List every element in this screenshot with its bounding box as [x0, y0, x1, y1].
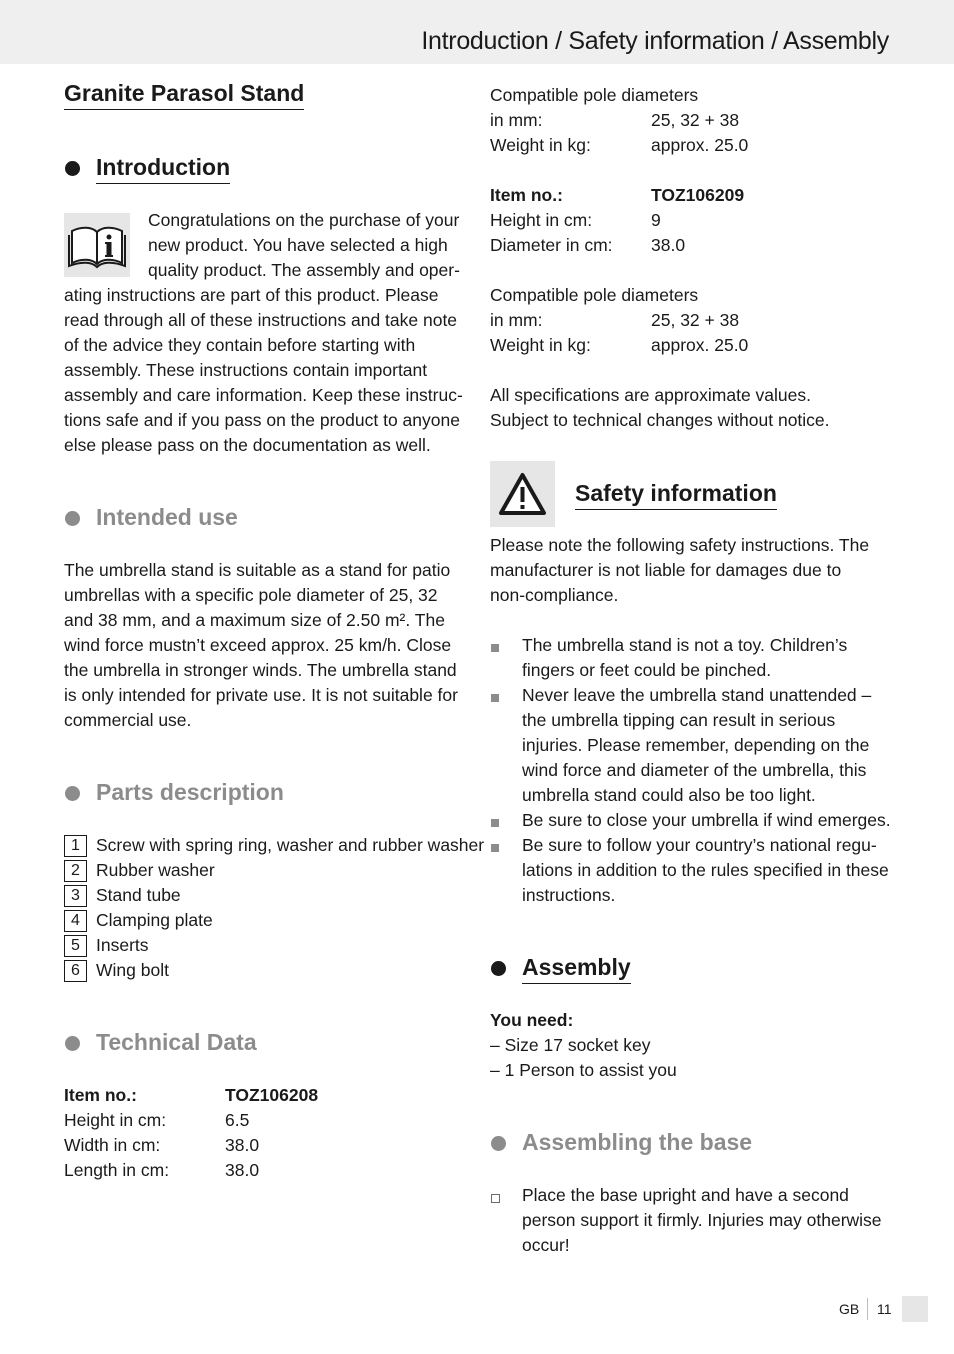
spec-label: Compatible pole diameters [490, 85, 699, 105]
bullet-line: instructions. [522, 885, 616, 905]
bullet-line: injuries. Please remember, depending on the [522, 735, 870, 755]
spec-value: 38.0 [651, 235, 686, 255]
spec-value: TOZ106208 [225, 1085, 319, 1105]
page-header-title: Introduction / Safety information / Assembly [421, 27, 889, 55]
section-bullet-icon [491, 961, 506, 976]
step-line: Place the base upright and have a second [522, 1185, 849, 1205]
spec-note: Subject to technical changes without notice. [490, 410, 830, 430]
bullet-line: the umbrella tipping can result in serious [522, 710, 836, 730]
spec-label: in mm: [490, 310, 543, 330]
bullet-line: wind force and diameter of the umbrella, this [522, 760, 867, 780]
intro-line: tions safe and if you pass on the product to anyone [64, 410, 460, 430]
part-label: Clamping plate [96, 910, 213, 930]
bullet-line: Never leave the umbrella stand unattended – [522, 685, 872, 705]
intended-line: umbrellas with a specific pole diameter of 25, 32 [64, 585, 438, 605]
spec-label: in mm: [490, 110, 543, 130]
part-number: 4 [64, 910, 87, 932]
part-label: Inserts [96, 935, 149, 955]
spec-label: Height in cm: [64, 1110, 167, 1130]
need-item: – 1 Person to assist you [490, 1060, 677, 1080]
footer-language: GB [839, 1301, 860, 1317]
spec-value: approx. 25.0 [651, 135, 749, 155]
introduction-text-long [64, 283, 463, 458]
intended-use-heading: Intended use [96, 504, 238, 530]
bullet-square-icon [491, 644, 499, 652]
spec-label: Compatible pole diameters [490, 285, 699, 305]
intro-line: else please pass on the documentation as well. [64, 435, 431, 455]
spec-value: TOZ106209 [651, 185, 745, 205]
safety-bullet [522, 808, 891, 833]
bullet-line: fingers or feet could be pinched. [522, 660, 772, 680]
spec-value: approx. 25.0 [651, 335, 749, 355]
spec-value: 6.5 [225, 1110, 250, 1130]
spec-label: Weight in kg: [490, 135, 591, 155]
section-bullet-icon [65, 161, 80, 176]
bullet-square-icon [491, 819, 499, 827]
intro-line: Congratulations on the purchase of your [148, 210, 460, 230]
safety-intro-line: manufacturer is not liable for damages due to [490, 560, 842, 580]
info-book-icon [64, 213, 130, 277]
spec-label: Height in cm: [490, 210, 593, 230]
part-number: 3 [64, 885, 87, 907]
safety-bullet [522, 833, 889, 908]
step-line: occur! [522, 1235, 570, 1255]
assembly-step [522, 1183, 882, 1258]
spec-value: 38.0 [225, 1135, 260, 1155]
safety-bullet [522, 683, 871, 808]
safety-bullet [522, 633, 847, 683]
bullet-square-icon [491, 844, 499, 852]
intended-line: is only intended for private use. It is not suitable for [64, 685, 458, 705]
safety-intro-line: non-compliance. [490, 585, 619, 605]
part-number: 5 [64, 935, 87, 957]
spec-label: Item no.: [64, 1085, 137, 1105]
parts-description-heading: Parts description [96, 779, 284, 805]
part-label: Wing bolt [96, 960, 169, 980]
page-number: 11 [877, 1301, 892, 1317]
assembling-base-heading: Assembling the base [522, 1129, 753, 1155]
assembly-heading: Assembly [522, 954, 631, 984]
spec-label: Length in cm: [64, 1160, 170, 1180]
part-number: 1 [64, 835, 87, 857]
intro-line: assembly and care information. Keep these instruc- [64, 385, 463, 405]
spec-label: Width in cm: [64, 1135, 161, 1155]
intro-line: read through all of these instructions and take note [64, 310, 458, 330]
safety-intro-line: Please note the following safety instructions. The [490, 535, 870, 555]
warning-triangle-icon [490, 461, 555, 527]
you-need-label: You need: [490, 1010, 574, 1030]
spec-value: 9 [651, 210, 661, 230]
bullet-line: umbrella stand could also be too light. [522, 785, 816, 805]
introduction-heading: Introduction [96, 154, 230, 184]
safety-information-heading: Safety information [575, 480, 777, 510]
section-bullet-icon [65, 511, 80, 526]
bullet-line: The umbrella stand is not a toy. Children’s [522, 635, 848, 655]
part-number: 6 [64, 960, 87, 982]
intro-line: new product. You have selected a high [148, 235, 448, 255]
intended-line: and 38 mm, and a maximum size of 2.50 m². The [64, 610, 445, 630]
bullet-line: Be sure to follow your country’s national regu- [522, 835, 877, 855]
section-bullet-icon [491, 1136, 506, 1151]
footer-tab-marker [902, 1296, 928, 1322]
bullet-line: Be sure to close your umbrella if wind emerges. [522, 810, 891, 830]
intro-line: ating instructions are part of this product. Please [64, 285, 439, 305]
step-line: person support it firmly. Injuries may otherwise [522, 1210, 882, 1230]
section-bullet-icon [65, 786, 80, 801]
introduction-text-short [148, 208, 460, 283]
intro-line: of the advice they contain before starting with [64, 335, 416, 355]
intended-line: the umbrella in stronger winds. The umbrella stand [64, 660, 457, 680]
spec-value: 25, 32 + 38 [651, 110, 740, 130]
intended-use-text [64, 558, 458, 733]
need-item: – Size 17 socket key [490, 1035, 651, 1055]
part-label: Screw with spring ring, washer and rubber washer [96, 835, 485, 855]
footer-divider [867, 1298, 868, 1320]
intro-line: quality product. The assembly and oper- [148, 260, 460, 280]
safety-intro-text [490, 533, 869, 608]
intro-line: assembly. These instructions contain important [64, 360, 428, 380]
spec-value: 38.0 [225, 1160, 260, 1180]
intended-line: The umbrella stand is suitable as a stand for patio [64, 560, 451, 580]
intended-line: wind force mustn’t exceed approx. 25 km/h. Close [64, 635, 452, 655]
step-checkbox-icon [491, 1194, 500, 1203]
technical-data-heading: Technical Data [96, 1029, 257, 1055]
spec-value: 25, 32 + 38 [651, 310, 740, 330]
intended-line: commercial use. [64, 710, 192, 730]
part-label: Rubber washer [96, 860, 215, 880]
spec-note: All specifications are approximate values. [490, 385, 811, 405]
spec-label: Item no.: [490, 185, 563, 205]
part-label: Stand tube [96, 885, 181, 905]
bullet-line: lations in addition to the rules specified in these [522, 860, 889, 880]
bullet-square-icon [491, 694, 499, 702]
document-title: Granite Parasol Stand [64, 80, 304, 110]
spec-label: Diameter in cm: [490, 235, 613, 255]
spec-label: Weight in kg: [490, 335, 591, 355]
part-number: 2 [64, 860, 87, 882]
section-bullet-icon [65, 1036, 80, 1051]
